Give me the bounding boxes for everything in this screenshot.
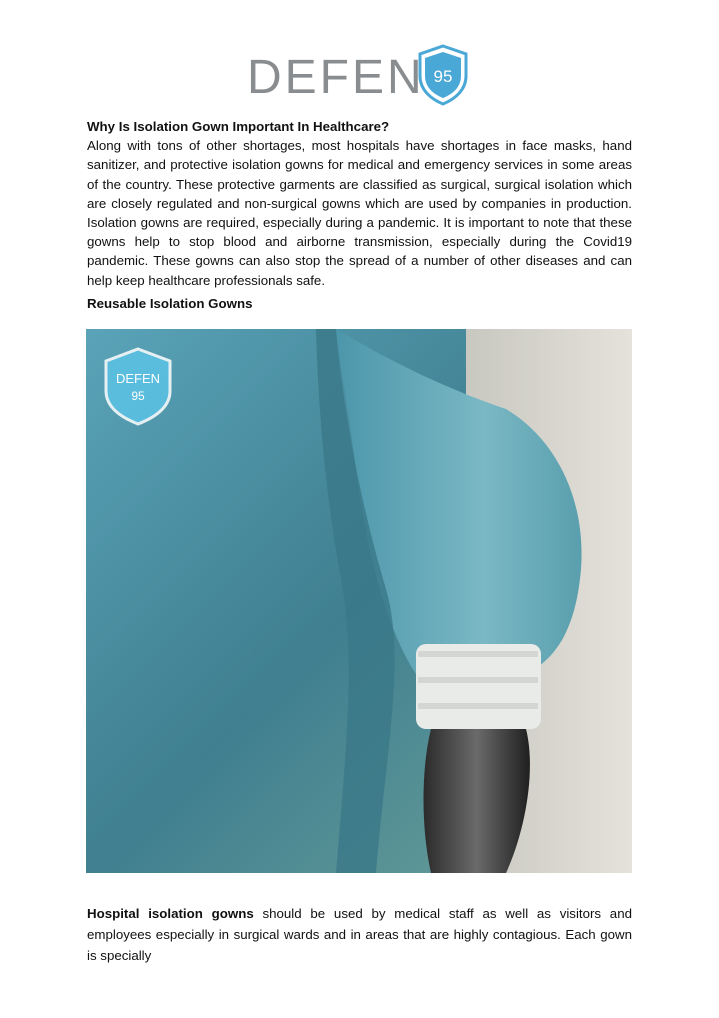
watermark-brand-text: DEFEN: [115, 371, 161, 386]
hospital-gowns-paragraph: [87, 903, 632, 966]
photo-watermark-icon: [106, 349, 170, 424]
reusable-gowns-heading: Reusable Isolation Gowns: [87, 296, 253, 311]
hospital-gowns-text: should be used by medical staff as well as visitors and employees especially in surgical wards and in areas that are highly contagious. Each gown is specially: [87, 906, 632, 964]
gown-photo: [86, 329, 632, 873]
logo-wordmark: DEFEN: [247, 51, 425, 104]
gown-photo-illustration: [86, 329, 632, 873]
shield-logo-icon: [417, 44, 469, 106]
logo-badge-number: 95: [433, 67, 453, 86]
watermark-number-text: 95: [131, 389, 145, 403]
section-importance: [87, 117, 632, 290]
brand-logo: [247, 44, 472, 110]
hospital-gowns-bold-lead: Hospital isolation gowns: [87, 906, 254, 922]
section-heading: Why Is Isolation Gown Important In Healthcare?: [87, 119, 390, 134]
section-paragraph: Along with tons of other shortages, most hospitals have shortages in face masks, hand sanitizer, and protective isolation gowns for medical and emergency services in some areas of the country. These protective garments are classified as surgical, surgical isolation which are closely regulated and non-surgical gowns which are used by companies in production. Isolation gowns are required, especially during a pandemic. It is important to note that these gowns help to stop blood and airborne transmission, especially during the Covid19 pandemic. These gowns can also stop the spread of a number of other diseases and can help keep healthcare professionals safe.: [87, 138, 632, 288]
